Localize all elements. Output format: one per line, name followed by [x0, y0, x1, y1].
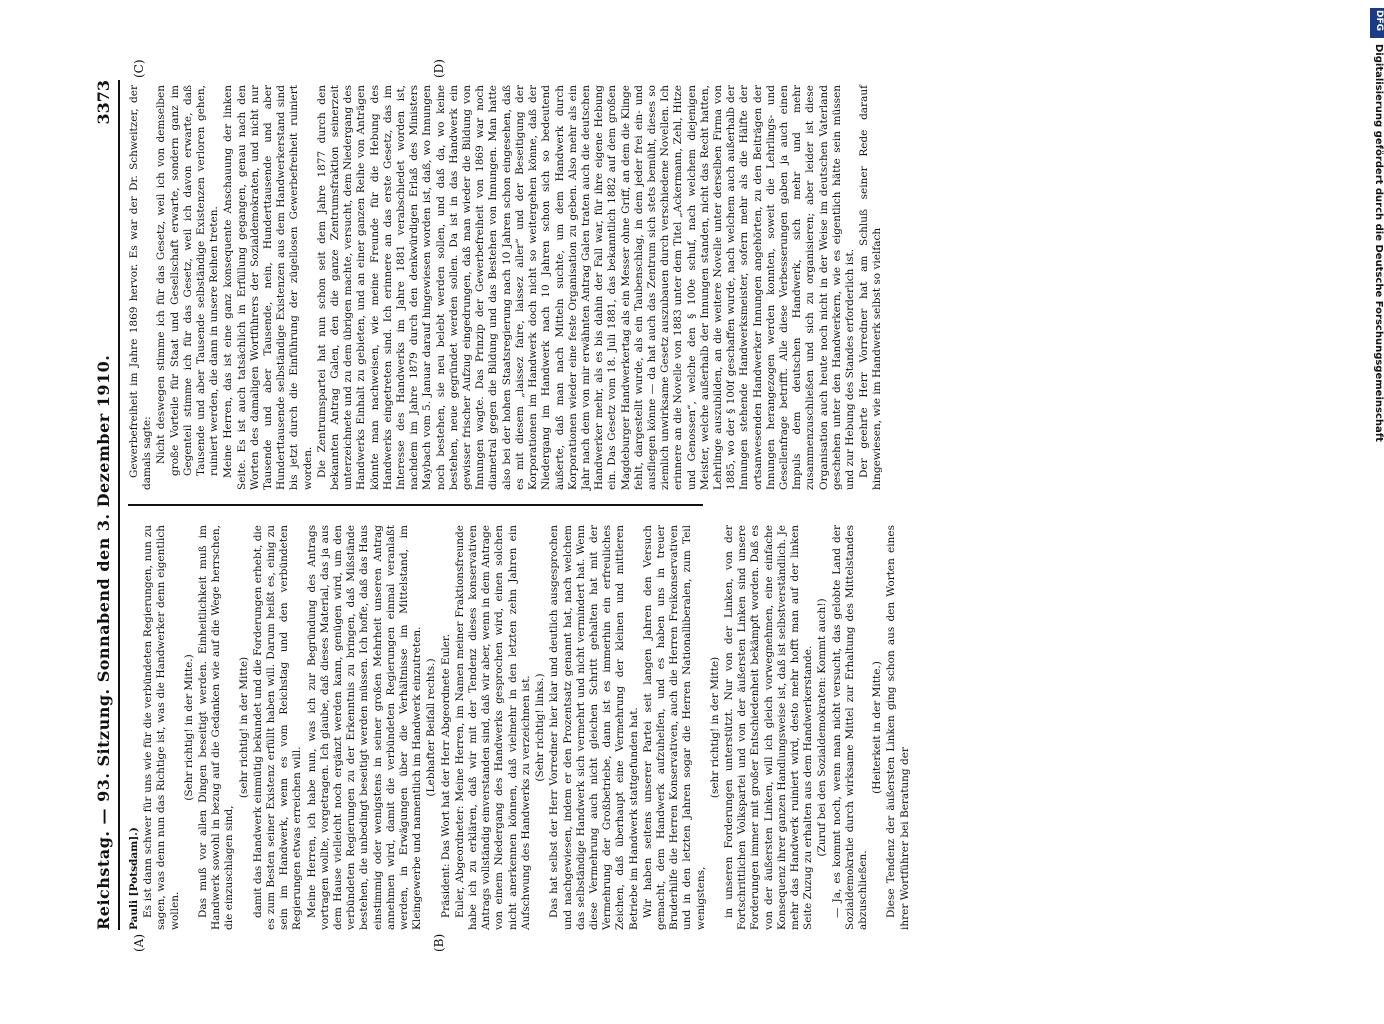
- digitization-note: [1372, 44, 1384, 1024]
- margin-marker-b: (B): [432, 933, 446, 952]
- running-head: Reichstag. — 93. Sitzung. Sonnabend den 3. Dezember 1910.: [94, 354, 113, 930]
- paragraph: Gewerbefreiheit im Jahre 1869 hervor. Es war der Dr. Schweitzer, der damals sagte:: [128, 85, 154, 490]
- dfg-logo-text: DFG: [1374, 10, 1384, 32]
- page-header: [92, 80, 126, 930]
- paragraph: Meine Herren, das ist eine ganz konsequente Anschauung der linken Seite. Es ist auch tatsächlich in Erfüllung gegangen, genau nach den Worten des damaligen Wortführers der Sozialdemokraten, und nicht nur Tausende und aber Tausende, nein, Hunderttausende und aber Hunderttausende selbständige Existenzen aus dem Handwerkerstand sind bis jetzt durch die Einführung der zügellosen Gewerbefreiheit ruiniert worden.: [222, 85, 314, 490]
- page-number: 3373: [94, 80, 113, 125]
- paragraph: Präsident: Das Wort hat der Herr Abgeordnete Euler.: [439, 633, 452, 918]
- paragraph: Euler, Abgeordneter: Meine Herren, im Namen meiner Fraktionsfreunde habe ich zu erklären, daß wir mit der Tendenz dieses konservativen Antrags vollständig einverstanden sind, daß wir aber, wenn in dem Antrage von einem Niedergang des Handwerks gesprochen wird, einen solchen nicht anerkennen können, daß vielmehr in den letzten zehn Jahren ein Aufschwung des Handwerks zu verzeichnen ist.: [453, 525, 532, 930]
- paragraph: in unseren Forderungen unterstützt. Nur von der Linken, von der Fortschrittlichen Volkspartei und von der äußersten Linken sind unsere Forderungen immer mit großer Entschiedenheit bekämpft worden. Daß es von der äußersten Linken, will ich gleich vorwegnehmen, eine einfache Konsequenz ihrer ganzen Handlungsweise ist, daß ist selbstverständlich. Je mehr das Handwerk ruiniert wird, desto mehr hofft man auf der linken Seite Zuzug zu erhalten aus dem Handwerkerstande.: [722, 525, 815, 930]
- speaker-tag: Pauli [Potsdam].): [128, 827, 140, 930]
- margin-marker-a: (A): [132, 933, 146, 952]
- paragraph: — Ja, es kommt noch, wenn man nicht versucht, das gelobte Land der Sozialdemokratie durch wirksame Mittel zur Erhaltung des Mittelstandes abzuschließen.: [830, 525, 869, 930]
- paragraph: damit das Handwerk einmütig bekundet und die Forderungen erhebt, die es zum Besten seiner Existenz erfüllt haben will. Darum heißt es, einig zu sein im Handwerk, wenn es vom Reichstag und den verbündeten Regierungen etwas erreichen will.: [251, 525, 304, 930]
- interjection: (Sehr richtig! links.): [534, 673, 547, 782]
- paragraph: Meine Herren, ich habe nun, was ich zur Begründung des Antrags vortragen wollte, vorgetragen. Ich glaube, daß dieses Material, das ja aus dem Hause vielleicht noch ergänzt werden kann, genügen wird, um den verbündeten Regierungen zu der Erkenntnis zu bringen, daß Mißstände bestehen, die unbedingt beseitigt werden müssen. Ich hoffe, daß das Haus einstimmig oder wenigstens in seiner großen Mehrheit unseren Antrag annehmen wird, damit die verbündeten Regierungen einmal veranlaßt werden, in Erwägungen über die Verhältnisse im Mittelstand, im Kleingewerbe und namentlich im Handwerk einzutreten.: [305, 525, 424, 930]
- paragraph: Das hat selbst der Herr Vorredner hier klar und deutlich ausgesprochen und nachgewiesen, indem er den Prozentsatz genannt hat, nach welchem das selbständige Handwerk sich vermehrt und nicht vermindert hat. Wenn diese Vermehrung auch nicht gleichen Schritt gehalten hat mit der Vermehrung der Großbetriebe, dann ist es immerhin ein erfreuliches Zeichen, daß überhaupt eine Vermehrung der kleinen und mittleren Betriebe im Handwerk stattgefunden hat.: [548, 525, 640, 930]
- rotated-page: [92, 59, 911, 952]
- paragraph: Es ist dann schwer für uns wie für die verbündeten Regierungen, nun zu sagen, was denn nun das Richtige ist, was die Handwerker denn eigentlich wollen.: [142, 525, 181, 930]
- paragraph: Das muß vor allen Dingen beseitigt werden. Einheitlichkeit muß im Handwerk sowohl in bezug auf die Gedanken wie auf die Wege herrschen, die einzuschlagen sind,: [197, 525, 236, 930]
- dfg-logo: [1370, 8, 1384, 38]
- header-rule: [118, 80, 120, 930]
- paragraph: Die Zentrumspartei hat nun schon seit dem Jahre 1877 durch den bekannten Antrag Galen, den die ganze Zentrumsfraktion seinerzeit unterzeichnete und zu dem übrigen machte, versucht, dem Niedergang des Handwerks Einhalt zu gebieten, und an einer ganzen Reihe von Anträgen könnte man nachweisen, wie meine Freunde für die Hebung des Handwerks eingetreten sind. Ich erinnere an das erste Gesetz, das im Interesse des Handwerks im Jahre 1881 verabschiedet worden ist, nachdem im Jahre 1879 durch den denkwürdigen Erlaß des Ministers Maybach vom 5. Januar darauf hingewiesen worden ist, daß, wo Innungen noch bestehen, sie neu belebt werden sollen, und daß da, wo keine bestehen, neue gegründet werden sollen. Da ist in das Handwerk ein gewisser frischer Aufzug eingedrungen, daß man wieder die Bildung von Innungen wagte. Das Prinzip der Gewerbefreiheit von 1869 war noch diametral gegen die Bildung und das Bestehen von Innungen. Man hatte also bei der hohen Staatsregierung nach 10 Jahren schon eingesehen, daß es mit diesem „laissez faire, laissez aller“ und der Beseitigung der Korporationen im Handwerk doch nicht so weitergehen könne, daß der Niedergang im Handwerk nach 10 Jahren schon sich so bedeutend äußerte, daß man nach Mitteln suchte, um dem Handwerk durch Korporationen wieder eine feste Organisation zu geben. Also mehr als ein Jahr nach dem von mir erwähnten Antrag Galen traten auch die deutschen Handwerker mehr, als es bis dahin der Fall war, für ihre eigene Hebung ein. Das Gesetz vom 18. Juli 1881, das bekanntlich 1882 auf dem großen Magdeburger Handwerkertag als ein Messer ohne Griff, an dem die Klinge fehlt, dargestellt wurde, als ein Taubenschlag, in dem jeder frei ein- und ausfliegen könne — da hat auch das Zentrum sich stets bemüht, dieses so ziemlich unwirksame Gesetz auszubauen durch verschiedene Novellen. Ich erinnere an die Novelle von 1883 unter dem Titel „Ackermann, Zehl, Hitze und Genossen“, welche den § 100e schuf, nach welchem diejenigen Meister, welche außerhalb der Innungen standen, nicht das Recht hatten, Lehrlinge auszubilden, an die weitere Novelle unter derselben Firma von 1885, wo der § 100f geschaffen wurde, nach welchem auch außerhalb der Innungen stehende Handwerksmeister, sofern mehr als die Hälfte der ortsanwesenden Handwerker Innungen angehörten, zu den Beiträgen der Innungen herangezogen werden konnten, soweit die Lehrlings- und Gesellenfrage betrifft. Alle diese Verbesserungen gaben ja auch einen Impuls dem deutschen Handwerk, sich mehr und mehr zusammenzuschließen und sich zu organisieren; aber leider ist diese Organisation auch heute noch nicht in der Weise im deutschen Vaterland geschehen unter den Handwerkern, wie es eigentlich hätte sein müssen und zur Hebung des Standes erforderlich ist.: [315, 85, 856, 490]
- column-divider: [128, 504, 703, 506]
- digitization-note-text: Digitalisierung gefördert durch die Deutsche Forschungsgemeinschaft: [1373, 44, 1384, 442]
- interjection: (Lebhafter Beifall rechts.): [425, 658, 438, 797]
- paragraph: Wir haben seitens unserer Partei seit langen Jahren den Versuch gemacht, dem Handwerk aufzuhelfen, und es haben uns in treuer Bruderhilfe die Herren Konservativen, auch die Herren Freikonservativen und in den letzten Jahren sogar die Herren Nationalliberalen, zum Teil wenigstens,: [641, 525, 707, 930]
- interjection: (sehr richtig! in der Mitte): [708, 656, 721, 799]
- margin-marker-c: (C): [132, 59, 146, 78]
- interjection: (sehr richtig! in der Mitte): [237, 656, 250, 799]
- left-column: [128, 525, 911, 930]
- right-column: [128, 85, 884, 490]
- quotation: Nicht deswegen stimme ich für das Gesetz, weil ich von demselben große Vorteile für Staat und Gesellschaft erwarte, sondern ganz im Gegenteil stimme ich für das Gesetz, weil ich davon erwarte, daß Tausende und aber Tausende selbständige Existenzen verloren gehen, ruiniert werden, die dann in unsere Reihen treten.: [155, 85, 221, 476]
- margin-marker-d: (D): [432, 59, 446, 78]
- interjection: (Zuruf bei den Sozialdemokraten: Kommt auch!): [816, 598, 829, 857]
- paragraph: Der geehrte Herr Vorredner hat am Schluß seiner Rede darauf hingewiesen, wie im Handwerk selbst so vielfach: [858, 85, 884, 490]
- interjection: (Sehr richtig! in der Mitte.): [182, 654, 195, 801]
- interjection: (Heiterkeit in der Mitte.): [871, 661, 884, 794]
- paragraph: Diese Tendenz der äußersten Linken ging schon aus den Worten eines ihrer Wortführer bei Beratung der: [885, 525, 911, 930]
